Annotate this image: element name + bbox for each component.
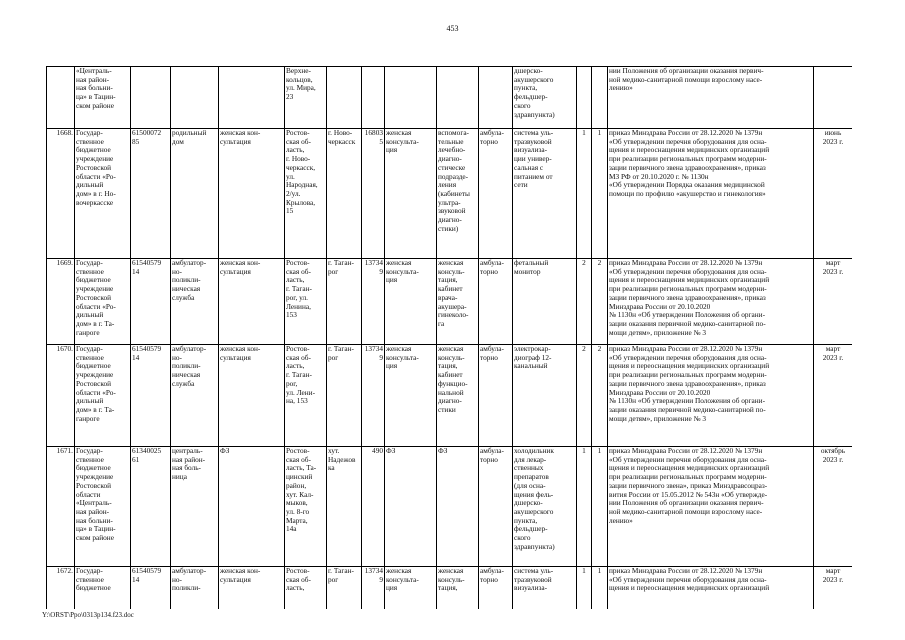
cell-equipment: холодильник для лекар- ственных препаратов (для осна- щения фель- дшерско- акушерского пункта, фельдшер- ского здравпункта) [513, 447, 577, 567]
table-body [47, 67, 853, 610]
cell-locality [327, 67, 362, 129]
cell-quantity-1 [577, 67, 592, 129]
cell-oktmo [362, 67, 385, 129]
equipment-table [46, 66, 852, 609]
cell-organization: Государ- ственное бюджетное учреждение Ростовской области «Ро- дильный дом» в г. Та- ганроге [75, 345, 131, 447]
cell-legal-basis: приказ Минздрава России от 28.12.2020 № 1379н «Об утверждении перечня оборудования для осна- щения и переоснащения медицинских организаций при реализации региональных программ модерни- зации первичного звена», приказ Минздравсоцраз- вития России от 15.05.2012 № 543н «Об утвержде- нии Положения об организации оказания первич- ной медико-санитарной помощи взрослому насе- лению» [608, 447, 814, 567]
cell-date: октябрь 2023 г. [814, 447, 853, 567]
cell-subdivision: централь- ная район- ная боль- ница [171, 447, 219, 567]
table-row [47, 67, 853, 129]
cell-equipment: дшерско- акушерского пункта, фельдшер- ского здравпункта) [513, 67, 577, 129]
cell-profile: женская кон- сультация [219, 345, 285, 447]
cell-org-code [131, 67, 171, 129]
cell-equipment: система уль- тразвуковой визуализа- [513, 567, 577, 610]
cell-locality: г. Таган- рог [327, 345, 362, 447]
cell-date: март 2023 г. [814, 259, 853, 345]
table-row [47, 447, 853, 567]
cell-subdivision: амбулатор- но- поликли- ническая служба [171, 259, 219, 345]
cell-locality: г. Таган- рог [327, 567, 362, 610]
cell-quantity-1: 2 [577, 345, 592, 447]
cell-oktmo: 16803 5 [362, 129, 385, 259]
cell-org-code: 61540579 14 [131, 345, 171, 447]
cell-oktmo: 13734 9 [362, 259, 385, 345]
cell-quantity-1: 1 [577, 129, 592, 259]
cell-unit: женская консульта- ция [385, 259, 437, 345]
cell-quantity-1: 2 [577, 259, 592, 345]
cell-org-code: 61340025 61 [131, 447, 171, 567]
table-row [47, 567, 853, 610]
cell-care-form: амбула- торно [479, 567, 513, 610]
cell-care-form: амбула- торно [479, 345, 513, 447]
page-number: 453 [446, 24, 459, 33]
cell-legal-basis: нии Положения об организации оказания первич- ной медико-санитарной помощи взрослому насе- лению» [608, 67, 814, 129]
cell-quantity-2: 2 [592, 345, 608, 447]
cell-row-number: 1671. [47, 447, 75, 567]
cell-equipment: электрокар- диограф 12- канальный [513, 345, 577, 447]
cell-equipment: фетальный монитор [513, 259, 577, 345]
cell-subdivision: амбулатор- но- поликли- ническая служба [171, 345, 219, 447]
cell-subdivision: амбулатор- но- поликли- [171, 567, 219, 610]
cell-quantity-2: 1 [592, 447, 608, 567]
cell-locality: г. Ново- черкасск [327, 129, 362, 259]
cell-unit: женская консульта- ция [385, 567, 437, 610]
cell-unit: ФЗ [385, 447, 437, 567]
cell-quantity-1: 1 [577, 447, 592, 567]
table-wrapper [46, 66, 852, 609]
cell-unit: женская консульта- ция [385, 129, 437, 259]
cell-legal-basis: приказ Минздрава России от 28.12.2020 № 1379н «Об утверждении перечня оборудования для осна- щения и переоснащения медицинских организаций при реализации региональных программ модерни- зации первичного звена здравоохранения», приказ Минздрава России от 20.10.2020 № 1130н «Об утверждении Положения об органи- зации оказания первичной медико-санитарной по- мощи детям», приложение № 3 [608, 259, 814, 345]
cell-care-form: амбула- торно [479, 129, 513, 259]
cell-organization: «Централь- ная район- ная больни- ца» в Тацин- ском районе [75, 67, 131, 129]
cell-profile: женская кон- сультация [219, 259, 285, 345]
cell-row-number: 1672. [47, 567, 75, 610]
cell-oktmo: 13734 9 [362, 567, 385, 610]
cell-row-number [47, 67, 75, 129]
cell-organization: Государ- ственное бюджетное учреждение Ростовской области «Ро- дильный дом» в г. Но- вочеркасске [75, 129, 131, 259]
cell-date: март 2023 г. [814, 345, 853, 447]
cell-organization: Государ- ственное бюджетное [75, 567, 131, 610]
cell-department: вспомога- тельные лечебно- диагно- стическе подразде- ления (кабинеты ультра- звуковой диагно- стики) [437, 129, 479, 259]
cell-care-form: амбула- торно [479, 259, 513, 345]
cell-row-number: 1670. [47, 345, 75, 447]
cell-quantity-2: 1 [592, 567, 608, 610]
cell-quantity-2: 2 [592, 259, 608, 345]
cell-subdivision: родильный дом [171, 129, 219, 259]
cell-care-form [479, 67, 513, 129]
cell-department: женская консуль- тация, [437, 567, 479, 610]
cell-date [814, 67, 853, 129]
cell-date: июнь 2023 г. [814, 129, 853, 259]
cell-department: ФЗ [437, 447, 479, 567]
cell-quantity-2 [592, 67, 608, 129]
cell-locality: хут. Надежов ка [327, 447, 362, 567]
cell-subdivision [171, 67, 219, 129]
cell-unit: женская консульта- ция [385, 345, 437, 447]
table-row [47, 345, 853, 447]
cell-date: март 2023 г. [814, 567, 853, 610]
cell-quantity-2: 1 [592, 129, 608, 259]
cell-organization: Государ- ственное бюджетное учреждение Ростовской области «Централь- ная район- ная больни- ца» в Тацин- ском районе [75, 447, 131, 567]
cell-address: Ростов- ская об- ласть, г. Таган- рог, ул. Лени- на, 153 [285, 345, 327, 447]
cell-legal-basis: приказ Минздрава России от 28.12.2020 № 1379н «Об утверждении перечня оборудования для осна- щения и переоснащения медицинских организаций при реализации региональных программ модерни- зации первичного звена здравоохранения», приказ Минздрава России от 20.10.2020 № 1130н «Об утверждении Положения об органи- зации оказания первичной медико-санитарной по- мощи детям», приложение № 3 [608, 345, 814, 447]
cell-profile: женская кон- сультация [219, 129, 285, 259]
cell-locality: г. Таган- рог [327, 259, 362, 345]
cell-row-number: 1669. [47, 259, 75, 345]
cell-oktmo: 490 [362, 447, 385, 567]
cell-profile: женская кон- сультация [219, 567, 285, 610]
cell-legal-basis: приказ Минздрава России от 28.12.2020 № 1379н «Об утверждении перечня оборудования для осна- щения и переоснащения медицинских организаций [608, 567, 814, 610]
table-row [47, 129, 853, 259]
cell-address: Ростов- ская об- ласть, г. Таган- рог, ул. Ленина, 153 [285, 259, 327, 345]
cell-profile: ФЗ [219, 447, 285, 567]
cell-org-code: 61540579 14 [131, 259, 171, 345]
cell-oktmo: 13734 9 [362, 345, 385, 447]
cell-department: женская консуль- тация, кабинет функцио- нальной диагно- стики [437, 345, 479, 447]
table-row [47, 259, 853, 345]
cell-quantity-1: 1 [577, 567, 592, 610]
cell-address: Верхне- кольцов, ул. Мира, 23 [285, 67, 327, 129]
cell-unit [385, 67, 437, 129]
cell-organization: Государ- ственное бюджетное учреждение Ростовской области «Ро- дильный дом» в г. Та- ганроге [75, 259, 131, 345]
cell-equipment: система уль- тразвуковой визуализа- ции универ- сальная с питанием от сети [513, 129, 577, 259]
cell-address: Ростов- ская об- ласть, Та- цинский район, хут. Кал- мыков, ул. 8-го Марта, 14а [285, 447, 327, 567]
cell-address: Ростов- ская об- ласть, [285, 567, 327, 610]
cell-department [437, 67, 479, 129]
cell-org-code: 61500072 85 [131, 129, 171, 259]
footer-file-path: Y:\ORST\Ppo\0313p134.f23.doc [42, 611, 134, 619]
cell-row-number: 1668. [47, 129, 75, 259]
cell-org-code: 61540579 14 [131, 567, 171, 610]
cell-department: женская консуль- тация, кабинет врача- акушера- гинеколо- га [437, 259, 479, 345]
cell-address: Ростов- ская об- ласть, г. Ново- черкасск, ул. Народная, 2/ул. Крылова, 15 [285, 129, 327, 259]
cell-care-form: амбула- торно [479, 447, 513, 567]
cell-profile [219, 67, 285, 129]
cell-legal-basis: приказ Минздрава России от 28.12.2020 № 1379н «Об утверждении перечня оборудования для осна- щения и переоснащения медицинских организаций при реализации региональных программ модерни- зации первичного звена здравоохранения», приказ МЗ РФ от 20.10.2020 г. № 1130н «Об утверждении Порядка оказания медицинской помощи по профилю «акушерство и гинекология» [608, 129, 814, 259]
